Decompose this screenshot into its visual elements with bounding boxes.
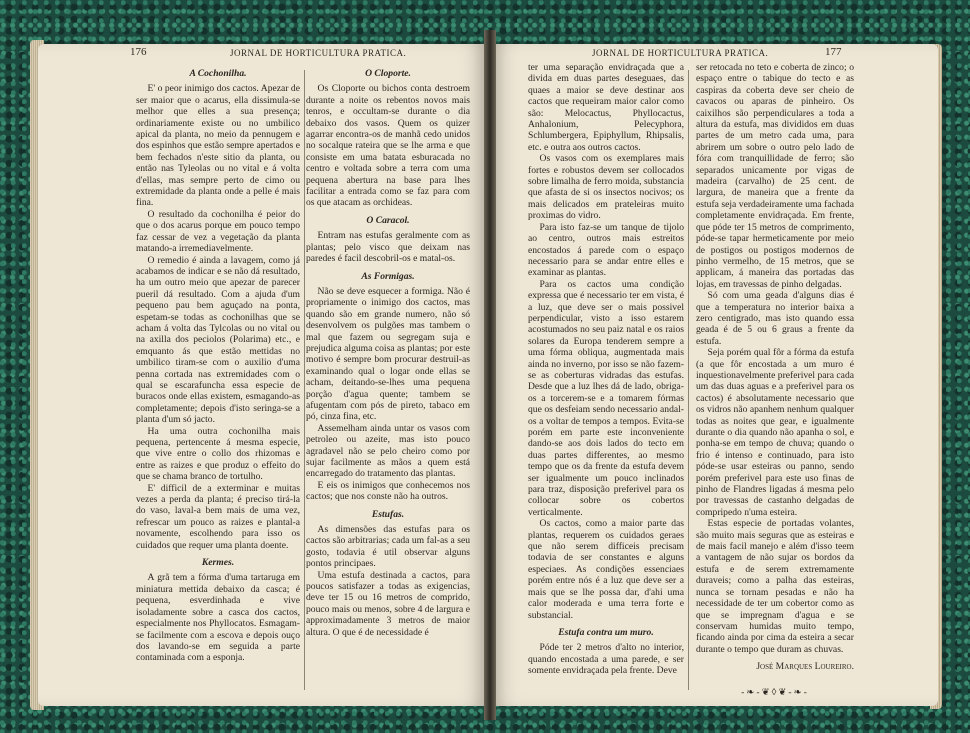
paragraph: Seja porém qual fôr a fórma da estufa (a que fôr encostada a um muro é inquestionavelmente preferivel para cada um das duas aguas e a preferivel para os cactos) é absolutamente necessario que os vidros não apanhem nenhum qualquer todas as noites que gear, e igualmente durante o dia quando não apanha o sol, e ponha-se em tempo de chuva; quando o frio é intenso e continuado, para isto póde-se usar esteiras ou panno, sendo porém preferivel para este uso finas de pinho de Flandres ligadas á mesma pelo por travessas de castanho delgadas de compripedo n'uma esteira. — [696, 347, 854, 518]
right-column-1 — [528, 62, 684, 677]
paragraph: As dimensões das estufas para os cactos são arbitrarias; cada um fal-as a seu gosto, todavia é util observar alguns pontos principaes. — [306, 524, 470, 570]
paragraph: O remedio é ainda a lavagem, como já acabamos de indicar e se não dá resultado, ha um outro meio que apezar de parecer pueril dá resultado. Com a ajuda d'um pequeno pau bem aguçado na ponta, espetam-se todas as cochonilhas que se acham á volta das Tylcolas ou no vital ou na axilla dos peciolos (Polarima) etc., e emquanto ás que estão mettidas no umbilico tiram-se com o auxilio d'uma penna cortada nas extremidades com o qual se escarafuncha essa especie de buracos onde ellas existem, esmagando-as completamente; depois d'isto seringa-se a planta d'um só jacto. — [136, 254, 300, 426]
left-folio: 176 — [130, 46, 147, 58]
paragraph: Póde ter 2 metros d'alto no interior, quando encostada a uma parede, e ser somente envidraçada pela frente. Deve — [528, 642, 684, 677]
paragraph: Para os cactos uma condição expressa que é necessario ter em vista, é a luz, que deve ser o mais possivel perpendicular, visto a isso estarem acostumados no seu paiz natal e os raios solares da Europa tenderem sempre a uma fórma obliqua, augmentada mais ainda no inverno, por isso se não fazem-se as coberturas vidradas das estufas. Desde que a luz lhes dá de lado, obriga-os a torcerem-se e a tomarem fórmas que os desfeiam sendo necessario andal-os a voltar de tempos a tempos. Evita-se porém em parte este inconveniente dando-se aos dois lados do tecto em duas partes differentes, ao mesmo tempo que os da frente da estufa devem ser igualmente um pouco inclinados para traz, disposição preferivel para os collocar sobre os cobertos verticalmente. — [528, 278, 684, 518]
paragraph: O resultado da cochonilha é peior do que o dos acarus porque em pouco tempo faz cessar de vez a vegetação da planta matando-a irremediavelmente. — [136, 208, 300, 255]
right-folio: 177 — [825, 46, 842, 58]
paragraph: Para isto faz-se um tanque de tijolo ao centro, outros mais estreitos encostados á parede com o espaço necessario para se andar entre elles e examinar as plantas. — [528, 221, 684, 279]
section-heading: Estufas. — [371, 508, 405, 520]
paragraph: Não se deve esquecer a formiga. Não é propriamente o inimigo dos cactos, mas quando são em grande numero, não só desenvolvem os pulgões mas tambem o mal que fazem ou segregam suja e prejudica alguma coisa as plantas; por este motivo é sempre bom procurar destruil-as examinando qual o logar onde ellas se acham, deitando-se-lhes uma pequena porção d'agua quente; tambem se afugentam com pós de pireto, tabaco em pó, cinza fina, etc. — [306, 285, 470, 423]
paragraph: A grã tem a fórma d'uma tartaruga em miniatura mettida debaixo da casca; é pequena, esverdinhada e vive isoladamente sobre a casca dos cactos, especialmente nos Phyllocatos. Esmagam-se facilmente com a escova e depois ouço dos lavando-se em seguida a parte contaminada com a esponja. — [136, 572, 300, 664]
left-column-2 — [306, 62, 470, 638]
paragraph: Os Cloporte ou bichos conta destroem durante a noite os rebentos novos mais tenros, e occultam-se durante o dia debaixo dos vasos. Quem os quizer agarrar encontra-os de manhã cedo unidos no socalque rateira que se lhe arma e que consiste em uma batata esburacada no centro e voltada sobre a terra com uma pequena abertura na base para lhes facilitar a entrada como se faz para com os que atacam as orchideas. — [306, 83, 470, 209]
ornament-divider: -❧-❦◊❦-❧- — [741, 686, 809, 698]
author-signature: José Marques Loureiro. — [756, 661, 854, 673]
left-running-head: JORNAL DE HORTICULTURA PRATICA. — [230, 48, 407, 58]
paragraph: E eis os inimigos que conhecemos nos cactos; que nos conste não ha outros. — [306, 479, 470, 503]
right-column-2 — [696, 62, 854, 698]
paragraph: Estas especie de portadas volantes, são muito mais seguras que as esteiras e de mais facil manejo e além d'isso teem a vantagem de não sujar os bordos da estufa e de serem extremamente duraveis; como a palha das esteiras, nunca se tornam pesadas e não ha necessidade de ter um cobertor como as que se impregnam d'agua e se conservam humidas muito tempo, ficando ainda por cima da esteira a secar durante o tempo que duram as chuvas. — [696, 518, 854, 655]
section-heading: Estufa contra um muro. — [558, 626, 654, 638]
paragraph: Entram nas estufas geralmente com as plantas; pelo visco que deixam nas paredes é facil descobril-os e matal-os. — [306, 230, 470, 265]
paragraph: ter uma separação envidraçada que a divida em duas partes deseguaes, das quaes a maior se deve destinar aos cactos que requeiram maior calor como são: Melocactus, Phyllocactus, Anhalonium, Pelecyphora, Schlumbergera, Epiphyllum, Rhipsalis, etc. e outra aos outros cactos. — [528, 62, 684, 153]
section-heading: Kermes. — [201, 557, 235, 569]
right-running-head: JORNAL DE HORTICULTURA PRATICA. — [592, 48, 769, 58]
paragraph: Assemelham ainda untar os vasos com petroleo ou azeite, mas isto pouco agradavel não se pelo cheiro como por sujar facilmente as mãos a quem está encarregado do tratamento das plantas. — [306, 422, 470, 480]
paragraph: Os vasos com os exemplares mais fortes e robustos devem ser collocados sobre limalha de ferro moida, substancia que afasta de si os insectos nocivos; os mais delicados em prateleiras muito proximas do vidro. — [528, 153, 684, 222]
left-column-rule — [304, 70, 305, 690]
section-heading: O Cloporte. — [365, 68, 411, 79]
paragraph: Ha uma outra cochonilha mais pequena, pertencente á mesma especie, que vive entre o collo dos rhizomas e entre as raizes e que produz o effeito do que se chama branco de tortulho. — [136, 425, 300, 483]
paragraph: Uma estufa destinada a cactos, para poucos satisfazer a todas as exigencias, deve ter 15 ou 16 metros de comprido, pouco mais ou menos, sobre 4 de largura e approximadamente 3 metros de maior altura. O que é de necessidade é — [306, 569, 470, 638]
paragraph: Os cactos, como a maior parte das plantas, requerem os cuidados geraes que não serem difficeis precisam todavia de ser constantes e alguns especiaes. As condições essenciaes porém entre nós é a luz que deve ser a mais que se lhe possa dar, d'ahi uma calor moderada e uma terra forte e substancial. — [528, 518, 684, 621]
book-gutter — [484, 30, 496, 720]
section-heading: A Cochonilha. — [189, 68, 247, 79]
section-heading: As Formigas. — [361, 270, 415, 282]
paragraph: E' difficil de a exterminar e muitas vezes a perda da planta; é preciso tirá-la do vaso, laval-a bem mais de uma vez, refrescar um pouco as raizes e plantal-a novamente, escolhendo para isso os cuidados que requer uma planta doente. — [136, 482, 300, 551]
paragraph: E' o peor inimigo dos cactos. Apezar de ser maior que o acarus, ella dissimula-se melhor que elles a sua presença; ordinariamente existe ou no umbilico apical da planta, no meio da pennugem e dos espinhos que estão sempre apertados e bem fechados n'este sitio da planta, ou então nas Tyleolas ou no vital e á volta d'ellas, mas sempre perto de cimo ou extremidade da planta onde a pelle é mais fina. — [136, 83, 300, 209]
paragraph: ser retocada no teto e coberta de zinco; o espaço entre o tabique do tecto e as caspiras da coberta deve ser cheio de cavacos ou aparas de pinheiro. Os caixilhos são perpendiculares a toda a altura da estufa, mas divididos em duas partes de um metro cada uma, para abrirem um sobre o outro pelo lado de fóra com tranquillidade de ferro; são separados unicamente por vigas de madeira (carvalho) de 25 cent. de largura, de maneira que a frente da estufa seja verdadeiramente uma fachada completamente envidraçada. Em frente, que póde ter 15 metros de comprimento, póde-se tapar hermeticamente por meio de postigos ou postigos modernos de pinho vermelho, de 15 metros, que se applicam, á maneira das portadas das lojas, em travessas de pinho delgadas. — [696, 62, 854, 290]
section-heading: O Caracol. — [366, 214, 410, 226]
left-column-1 — [136, 62, 300, 664]
right-column-rule — [688, 70, 689, 690]
paragraph: Só com uma geada d'alguns dias é que a temperatura no interior baixa a zero centigrado, mas isto quando essa geada é de 5 ou 6 graus a frente da estufa. — [696, 290, 854, 347]
